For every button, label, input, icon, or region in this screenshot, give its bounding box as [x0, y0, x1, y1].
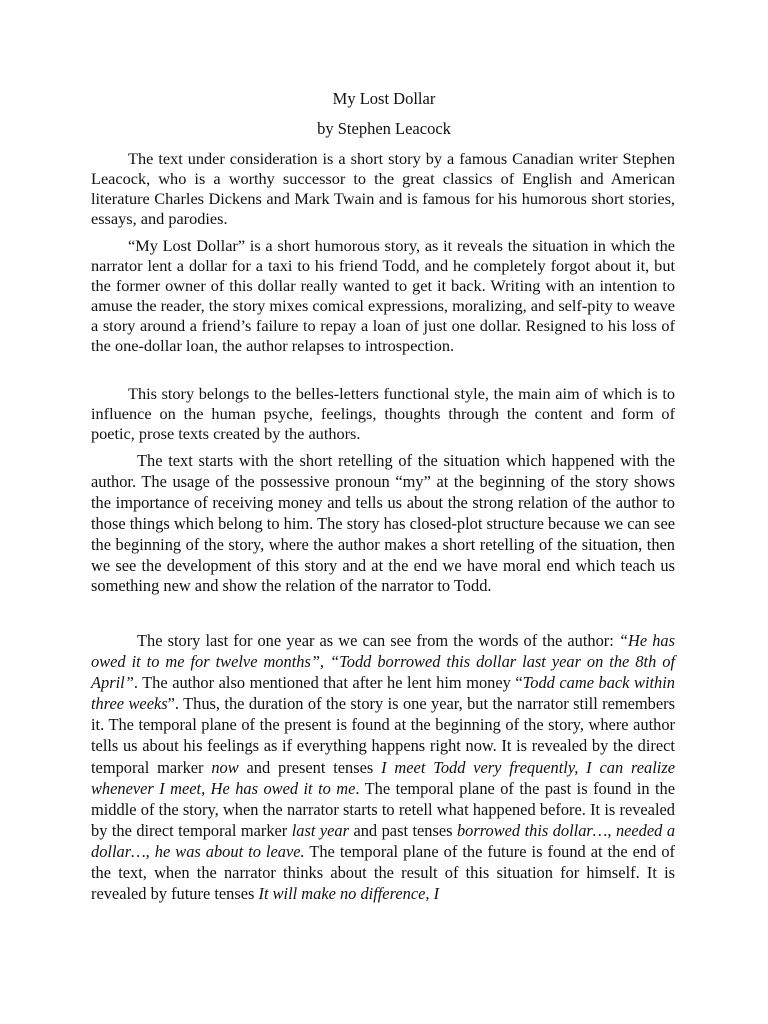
paragraph-2: “My Lost Dollar” is a short humorous story, as it reveals the situation in which the narrator lent a dollar for a taxi to his friend Todd, and he completely forgot about it, but the former owner of this dollar really wanted to get it back. Writing with an intention to amuse the reader, the story mixes comical expressions, moralizing, and self-pity to weave a story around a friend’s failure to repay a loan of just one dollar. Resigned to his loss of the one-dollar loan, the author relapses to introspection.	[91, 236, 675, 356]
marker-italic: last year	[291, 820, 349, 840]
marker-italic: now	[211, 757, 239, 777]
paragraph-5-text: and past tenses	[349, 820, 457, 840]
document-title: My Lost Dollar	[332, 89, 436, 108]
quote-italic: “He has owed it to me for twelve months”, “Todd borrowed this dollar last year on the 8th of April”	[91, 631, 675, 693]
paragraph-5-text: The temporal plane of the future is found at the end of the text, when the narrator thinks about the result of this situation for himself. It is revealed by future tenses	[91, 841, 676, 904]
quote-italic: It will make no difference, I	[258, 884, 440, 904]
paragraph-5-text: . The temporal plane of the past is found in the middle of the story, when the narrator starts to retell what happened before. It is revealed by the direct temporal marker	[91, 778, 675, 840]
quote-italic: Todd came back within three weeks	[91, 673, 675, 714]
paragraph-5-text: . The author also mentioned that after he lent him money “	[133, 673, 523, 693]
paragraph-5-text: and present tenses	[238, 757, 382, 777]
paragraph-5-text: ”. Thus, the duration of the story is one year, but the narrator still remembers it. The temporal plane of the present is found at the beginning of the story, where author tells us about his feelings as if everything happens right now. It is revealed by the direct temporal marker	[91, 694, 675, 777]
paragraph-5-text: The story last for one year as we can see from the words of the author:	[137, 631, 619, 650]
author-line: by Stephen Leacock	[317, 119, 451, 138]
paragraph-3: This story belongs to the belles-letters functional style, the main aim of which is to influence on the human psyche, feelings, thoughts through the content and form of poetic, prose texts created by the authors.	[91, 384, 675, 444]
paragraph-1: The text under consideration is a short story by a famous Canadian writer Stephen Leacock, who is a worthy successor to the great classics of English and American literature Charles Dickens and Mark Twain and is famous for his humorous short stories, essays, and parodies.	[91, 149, 675, 229]
paragraph-5	[91, 630, 675, 904]
quote-italic: borrowed this dollar…, needed a dollar…, he was about to leave.	[91, 820, 676, 861]
quote-italic: I meet Todd very frequently, I can realize whenever I meet, He has owed it to me	[91, 757, 675, 798]
paragraph-4: The text starts with the short retelling of the situation which happened with the author. The usage of the possessive pronoun “my” at the beginning of the story shows the importance of receiving money and tells us about the strong relation of the author to those things which belong to him. The story has closed-plot structure because we can see the beginning of the story, where the author makes a short retelling of the situation, then we see the development of this story and at the end we have moral end which teach us something new and show the relation of the narrator to Todd.	[91, 451, 675, 596]
